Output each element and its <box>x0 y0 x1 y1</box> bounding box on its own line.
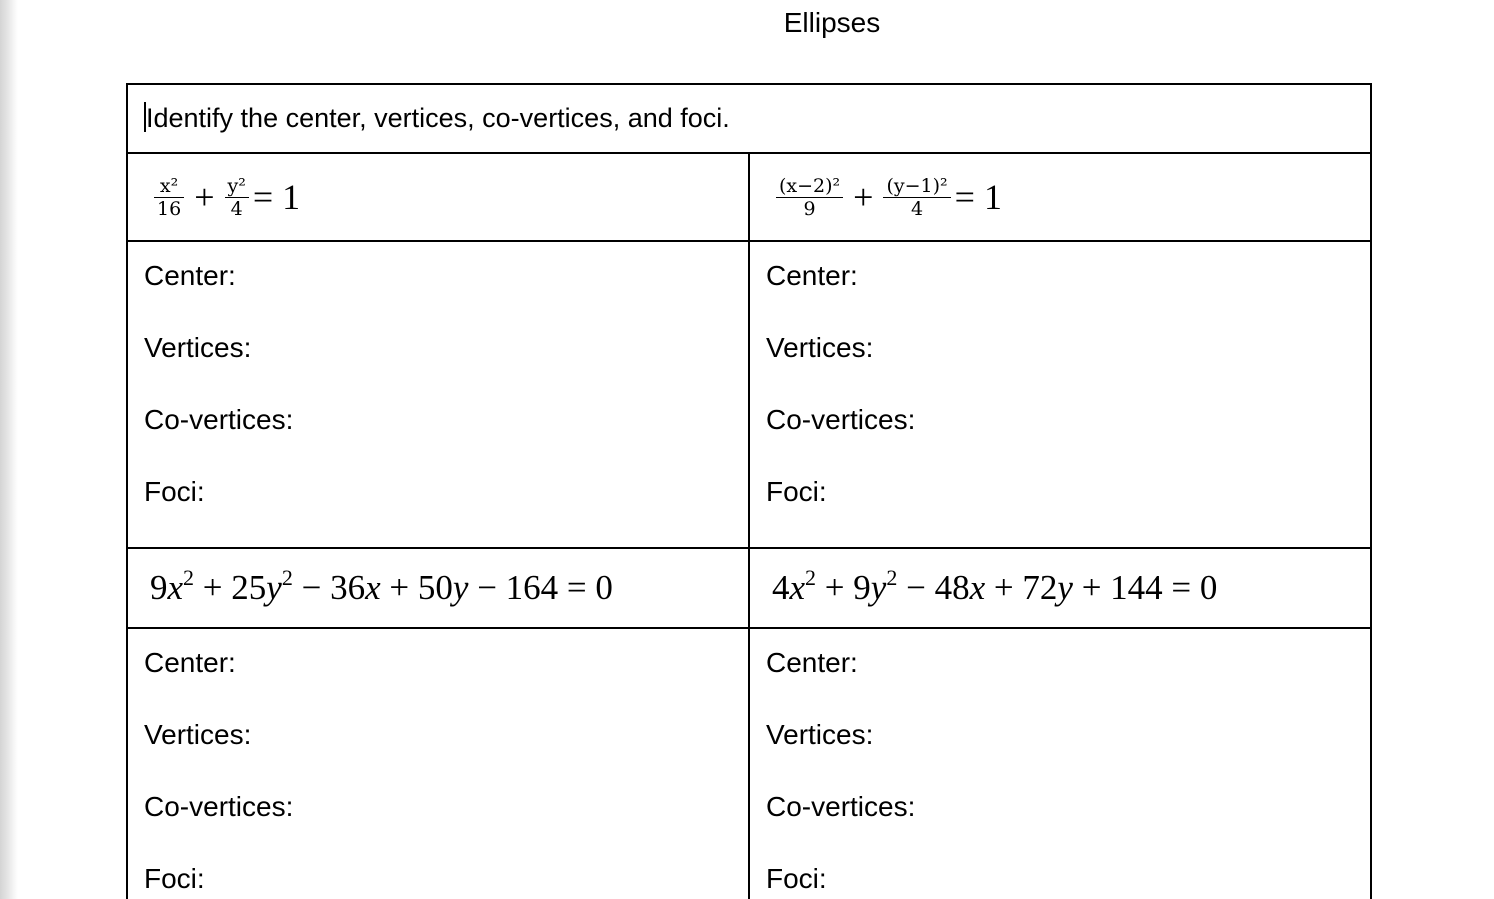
center-label: Center: <box>144 260 236 291</box>
center-label: Center: <box>766 647 858 678</box>
fraction-y-shift <box>883 175 950 220</box>
answer-cell-1[interactable] <box>127 241 749 548</box>
instruction-text: Identify the center, vertices, co-vertices, and foci. <box>146 102 730 133</box>
covertices-label: Co-vertices: <box>144 791 294 822</box>
equation-rhs: = 1 <box>252 177 301 217</box>
fraction-numerator: x² <box>154 175 184 198</box>
equation-2 <box>772 174 1002 220</box>
fraction-denominator: 4 <box>911 197 924 220</box>
vertices-label: Vertices: <box>144 332 252 363</box>
answer-cell-2[interactable] <box>749 241 1371 548</box>
instruction-cell[interactable] <box>127 84 1371 153</box>
answer-cell-3[interactable] <box>127 628 749 899</box>
foci-label: Foci: <box>766 863 827 894</box>
vertices-label: Vertices: <box>144 719 252 750</box>
center-label: Center: <box>144 647 236 678</box>
equation-3: $9x^2 + 25y^2 - 36x + 50y - 164 = 0$ <box>150 565 613 607</box>
instruction-row <box>127 84 1371 153</box>
plus-sign: + <box>853 177 874 217</box>
equation-cell-1[interactable] <box>127 153 749 241</box>
fraction-numerator: (x−2)² <box>776 175 843 198</box>
answer-cell-4[interactable] <box>749 628 1371 899</box>
fraction-denominator: 4 <box>230 197 243 220</box>
foci-label: Foci: <box>144 476 205 507</box>
fraction-x-shift <box>776 175 843 220</box>
fraction-numerator: (y−1)² <box>883 175 950 198</box>
document-title: Ellipses <box>783 7 881 38</box>
fraction-denominator: 9 <box>803 197 816 220</box>
page-edge-shadow <box>0 0 18 899</box>
covertices-label: Co-vertices: <box>766 791 916 822</box>
covertices-label: Co-vertices: <box>144 404 294 435</box>
equation-1 <box>150 174 301 220</box>
text-cursor <box>144 102 146 132</box>
answer-row-2 <box>127 628 1371 899</box>
fraction-x <box>154 175 184 220</box>
equation-cell-4[interactable] <box>749 548 1371 628</box>
answer-row-1 <box>127 241 1371 548</box>
fraction-denominator: 16 <box>157 197 182 220</box>
foci-label: Foci: <box>144 863 205 894</box>
equation-row-1 <box>127 153 1371 241</box>
equation-rhs: = 1 <box>954 177 1002 217</box>
vertices-label: Vertices: <box>766 719 874 750</box>
fraction-y <box>225 175 249 220</box>
center-label: Center: <box>766 260 858 291</box>
worksheet-table <box>126 83 1372 899</box>
plus-sign: + <box>194 177 215 217</box>
equation-cell-2[interactable] <box>749 153 1371 241</box>
covertices-label: Co-vertices: <box>766 404 916 435</box>
vertices-label: Vertices: <box>766 332 874 363</box>
equation-row-2 <box>127 548 1371 628</box>
equation-cell-3[interactable] <box>127 548 749 628</box>
foci-label: Foci: <box>766 476 827 507</box>
fraction-numerator: y² <box>225 175 249 198</box>
equation-4: $4x^2 + 9y^2 - 48x + 72y + 144 = 0$ <box>772 565 1218 607</box>
